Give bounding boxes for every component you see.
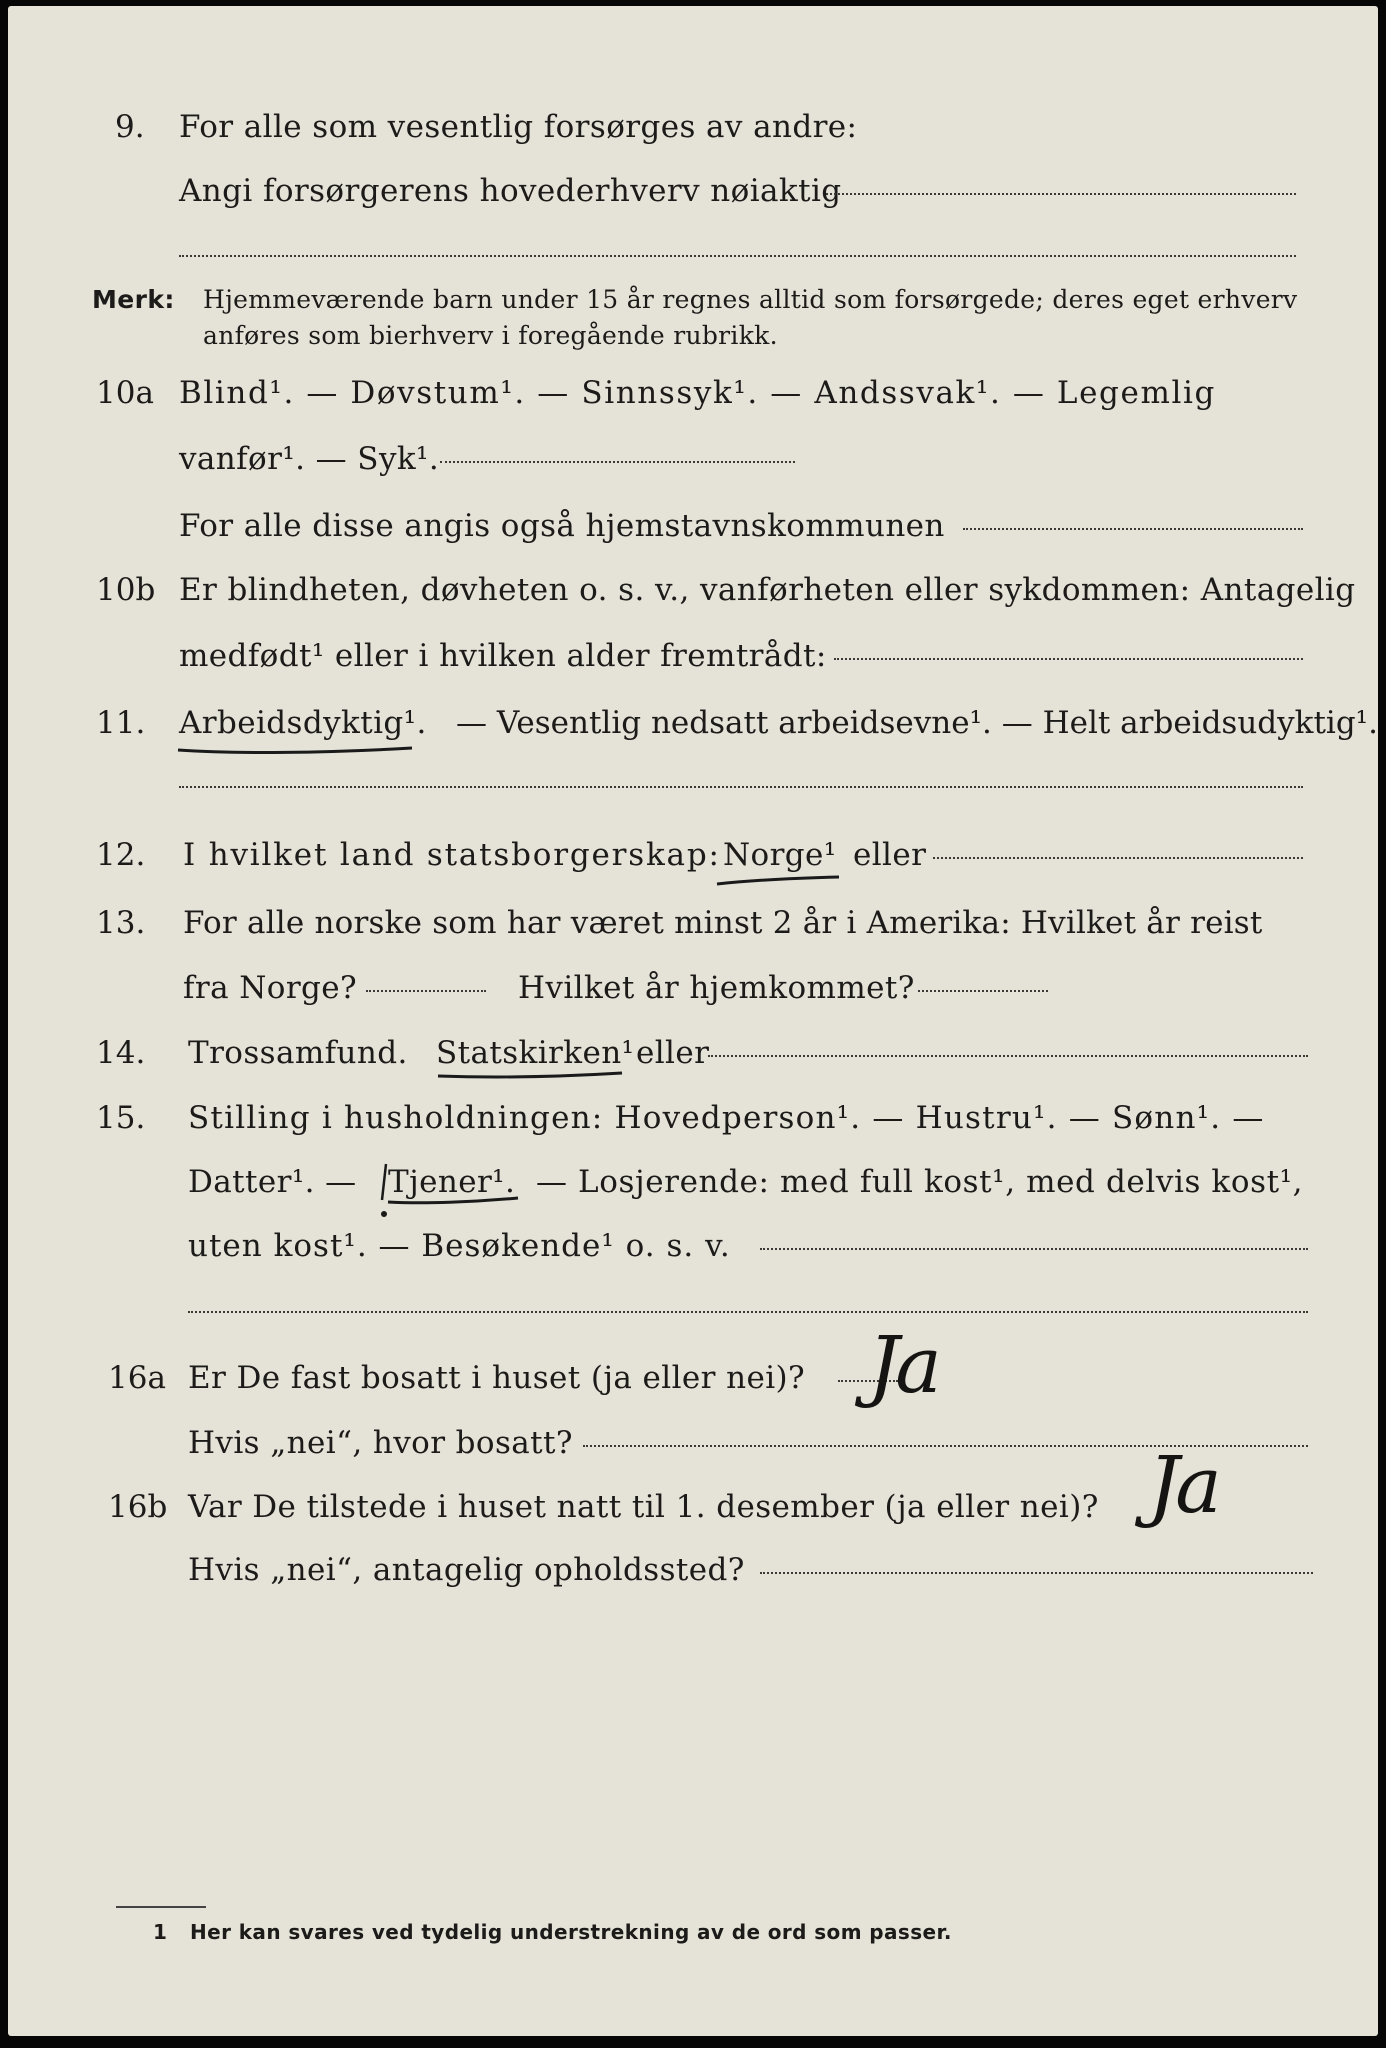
q16a-question: Er De fast bosatt i huset (ja eller nei)?: [188, 1360, 806, 1396]
q16b-question: Var De tilstede i huset natt til 1. desember (ja eller nei)?: [188, 1489, 1099, 1525]
q14-option-statskirken[interactable]: Statskirken¹: [436, 1035, 635, 1071]
merk-text-line2: anføres som bierhverv i foregående rubrikk.: [203, 321, 778, 350]
q15-option-tjener[interactable]: Tjener¹.: [388, 1164, 516, 1200]
q10a-options-cont: vanfør¹. — Syk¹.: [179, 441, 440, 477]
q15-datter: Datter¹. —: [188, 1164, 357, 1200]
q9-provider-occupation-field[interactable]: [826, 193, 1296, 195]
q16b-where-label: Hvis „nei“, antagelig opholdssted?: [188, 1552, 745, 1588]
q14-number: 14.: [96, 1035, 146, 1071]
q16b-handwritten-answer: Ja: [1148, 1441, 1218, 1531]
q12-number: 12.: [96, 837, 146, 873]
q10b-number: 10b: [96, 572, 156, 608]
q14-label: Trossamfund.: [188, 1035, 408, 1071]
footnote-rule: [116, 1906, 206, 1908]
q13-emigrated-year-field[interactable]: [366, 990, 486, 992]
q13-question: For alle norske som har været minst 2 år i Amerika: Hvilket år reist: [183, 905, 1263, 941]
q13-emigrated-label: fra Norge?: [183, 970, 358, 1006]
q10a-number: 10a: [96, 375, 154, 411]
footnote-text: Her kan svares ved tydelig understrekning av de ord som passer.: [190, 1920, 952, 1944]
q9-question: For alle som vesentlig forsørges av andre:: [179, 109, 858, 145]
q12-handwritten-underline: [714, 874, 844, 890]
census-form-page: [8, 6, 1378, 2036]
q15-household-position: Stilling i husholdningen: Hovedperson¹. — Hustru¹. — Sønn¹. —: [188, 1100, 1265, 1136]
q9-provider-occupation-label: Angi forsørgerens hovederhverv nøiaktig: [179, 173, 842, 209]
q12-option-norge[interactable]: Norge¹: [723, 837, 837, 873]
q14-eller: eller: [636, 1035, 710, 1071]
q12-label: I hvilket land statsborgerskap:: [183, 837, 721, 873]
merk-text-line1: Hjemmeværende barn under 15 år regnes alltid som forsørgede; deres eget erhverv: [203, 285, 1298, 314]
merk-label: Merk:: [92, 285, 175, 314]
q11-option-arbeidsdyktig[interactable]: Arbeidsdyktig¹.: [179, 705, 427, 741]
q15-other-position-field[interactable]: [760, 1248, 1308, 1250]
q12-eller: eller: [853, 837, 927, 873]
q15-handwritten-underline: [374, 1156, 524, 1226]
q15-extra-line[interactable]: [188, 1311, 1308, 1313]
q15-other-options: uten kost¹. — Besøkende¹ o. s. v.: [188, 1228, 731, 1264]
q10a-illness-field[interactable]: [440, 461, 795, 463]
q11-handwritten-underline: [176, 744, 416, 760]
q10b-age-field[interactable]: [834, 658, 1303, 660]
q10b-question: Er blindheten, døvheten o. s. v., vanførheten eller sykdommen: Antagelig: [179, 572, 1356, 608]
q13-returned-label: Hvilket år hjemkommet?: [518, 970, 915, 1006]
q16a-number: 16a: [108, 1360, 166, 1396]
q16b-number: 16b: [108, 1489, 168, 1525]
q10a-home-municipality-label: For alle disse angis også hjemstavnskommunen: [179, 508, 945, 544]
q15-number: 15.: [96, 1100, 146, 1136]
q9-extra-line[interactable]: [179, 255, 1296, 257]
q13-returned-year-field[interactable]: [918, 990, 1048, 992]
q15-lodger-options: — Losjerende: med full kost¹, med delvis kost¹,: [536, 1164, 1304, 1200]
q10a-home-municipality-field[interactable]: [963, 528, 1303, 530]
q10a-options: Blind¹. — Døvstum¹. — Sinnssyk¹. — Andssvak¹. — Legemlig: [179, 375, 1216, 411]
footnote-mark: 1: [153, 1920, 168, 1944]
q16a-where-label: Hvis „nei“, hvor bosatt?: [188, 1425, 573, 1461]
q13-number: 13.: [96, 905, 146, 941]
q14-other-denomination-field[interactable]: [708, 1055, 1308, 1057]
q11-number: 11.: [96, 705, 146, 741]
q16a-handwritten-answer: Ja: [868, 1321, 938, 1411]
q14-handwritten-underline: [436, 1070, 626, 1084]
q12-other-country-field[interactable]: [933, 857, 1303, 859]
q9-number: 9.: [115, 109, 145, 145]
q11-other-options: — Vesentlig nedsatt arbeidsevne¹. — Helt arbeidsudyktig¹.: [456, 705, 1378, 741]
q10b-question-cont: medfødt¹ eller i hvilken alder fremtrådt:: [179, 638, 827, 674]
q16b-where-field[interactable]: [760, 1572, 1313, 1574]
q11-extra-line[interactable]: [179, 786, 1303, 788]
